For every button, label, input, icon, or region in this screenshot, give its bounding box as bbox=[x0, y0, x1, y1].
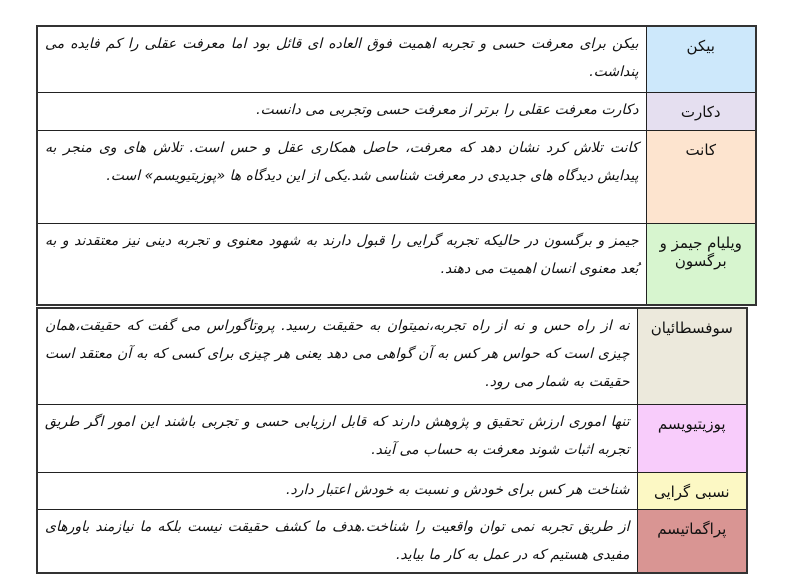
row-description-cell: دکارت معرفت عقلی را برتر از معرفت حسی وتجربی می دانست. bbox=[37, 92, 646, 130]
table-row bbox=[37, 472, 747, 509]
table-row bbox=[37, 509, 747, 573]
table-row bbox=[37, 92, 756, 130]
philosophers-table bbox=[36, 25, 757, 306]
row-name-cell: پوزیتیویسم bbox=[637, 404, 747, 472]
row-name-cell: پراگماتیسم bbox=[637, 509, 747, 573]
row-description-cell: جیمز و برگسون در حالیکه تجربه گرایی را قبول دارند به شهود معنوی و تجربه دینی نیز معتقدند و به بُعد معنوی انسان اهمیت می دهند. bbox=[37, 223, 646, 305]
schools-table bbox=[36, 307, 748, 574]
row-description-cell: از طریق تجربه نمی توان واقعیت را شناخت.هدف ما کشف حقیقت نیست بلکه ما نیازمند باورهای مفیدی هستیم که در عمل به کار ما بیاید. bbox=[37, 509, 637, 573]
row-description-cell: کانت تلاش کرد نشان دهد که معرفت، حاصل همکاری عقل و حس است. تلاش های وی منجر به پیدایش دیدگاه های جدیدی در معرفت شناسی شد.یکی از این دیدگاه ها «پوزیتیویسم» است. bbox=[37, 130, 646, 223]
row-description-cell: بیکن برای معرفت حسی و تجربه اهمیت فوق العاده ای قائل بود اما معرفت عقلی را کم فایده می پنداشت. bbox=[37, 26, 646, 92]
table-row bbox=[37, 404, 747, 472]
table-row bbox=[37, 223, 756, 305]
row-name-cell: ویلیام جیمز و برگسون bbox=[646, 223, 756, 305]
row-name-cell: سوفسطائیان bbox=[637, 308, 747, 404]
row-name-cell: دکارت bbox=[646, 92, 756, 130]
row-name-cell: نسبی گرایی bbox=[637, 472, 747, 509]
row-description-cell: تنها اموری ارزش تحقیق و پژوهش دارند که قابل ارزیابی حسی و تجربی باشند این امور اگر طریق تجربه اثبات شوند معرفت به حساب می آیند. bbox=[37, 404, 637, 472]
table-row bbox=[37, 130, 756, 223]
row-description-cell: نه از راه حس و نه از راه تجربه،نمیتوان به حقیقت رسید. پروتاگوراس می گفت که حقیقت،همان چیزی است که حواس هر کس به آن گواهی می دهد یعنی هر چیزی برای کسی که به آن معتقد است حقیقت به شمار می رود. bbox=[37, 308, 637, 404]
table-row bbox=[37, 308, 747, 404]
row-name-cell: بیکن bbox=[646, 26, 756, 92]
row-description-cell: شناخت هر کس برای خودش و نسبت به خودش اعتبار دارد. bbox=[37, 472, 637, 509]
table-row bbox=[37, 26, 756, 92]
row-name-cell: کانت bbox=[646, 130, 756, 223]
